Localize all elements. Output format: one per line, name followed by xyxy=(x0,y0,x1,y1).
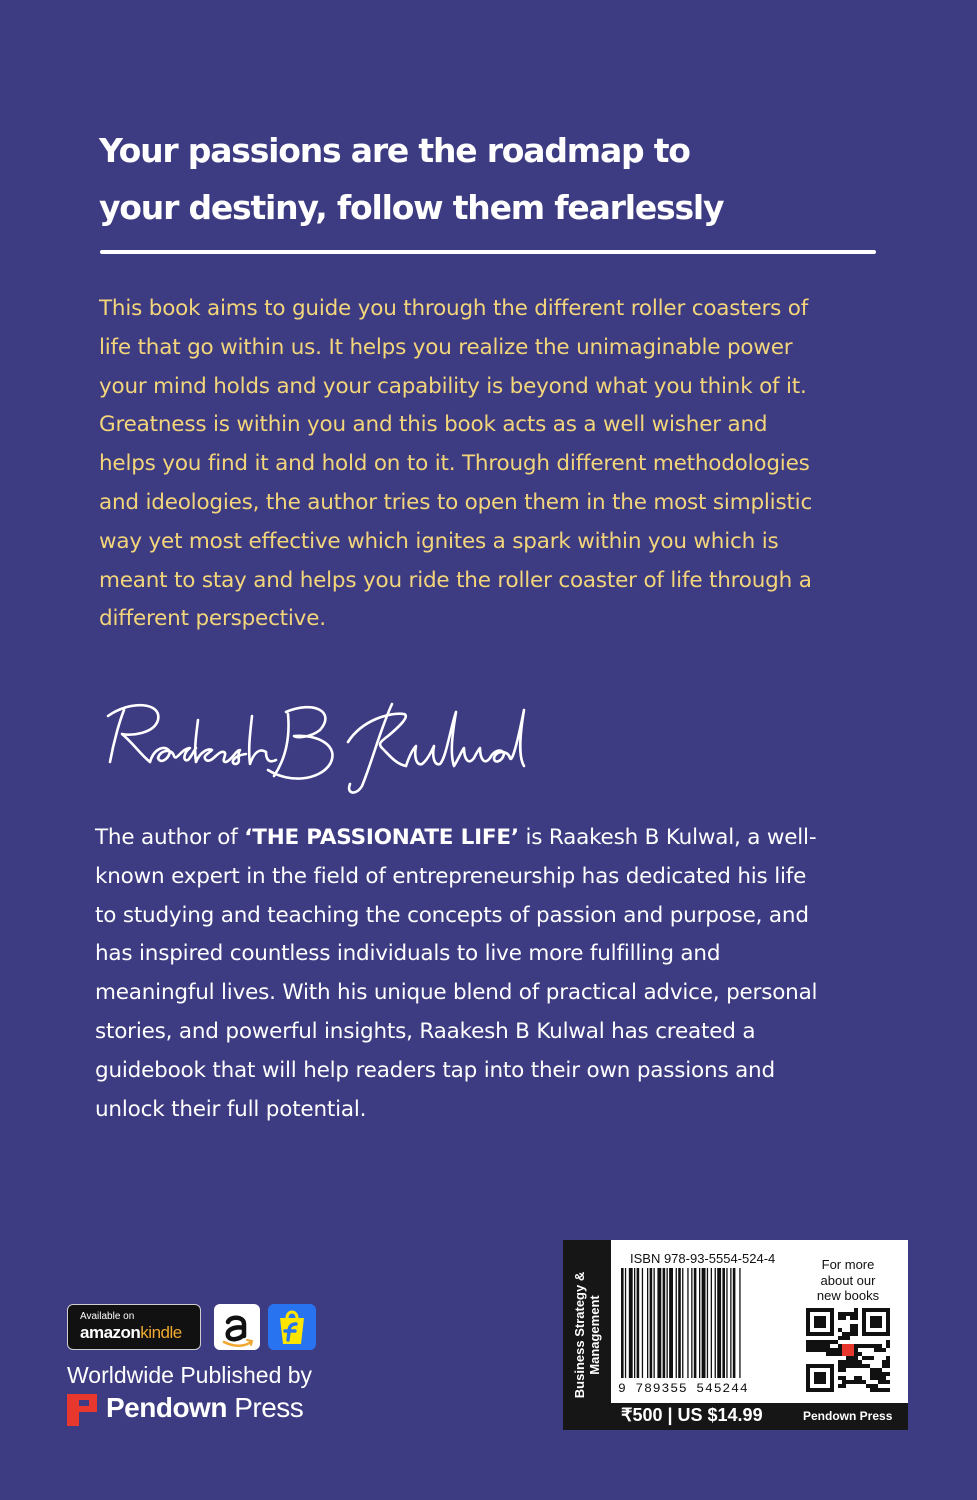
isbn-barcode xyxy=(619,1268,787,1378)
blurb-line: way yet most effective which ignites a spark within you which is xyxy=(99,528,779,554)
kindle-badge-caption: Available on xyxy=(80,1311,135,1322)
bio-line: known expert in the field of entrepreneurship has dedicated his life xyxy=(95,863,807,889)
price-publisher: Pendown Press xyxy=(803,1409,893,1423)
amazon-kindle-badge[interactable] xyxy=(67,1304,201,1350)
bio-line: meaningful lives. With his unique blend of practical advice, personal xyxy=(95,980,818,1006)
category-line-1: Business Strategy & xyxy=(572,1271,587,1399)
publisher-name: Pendown Press xyxy=(106,1392,304,1423)
bio-line: to studying and teaching the concepts of passion and purpose, and xyxy=(95,902,809,928)
qr-caption: For more about our new books xyxy=(816,1257,880,1303)
book-blurb xyxy=(99,290,889,639)
blurb-line: life that go within us. It helps you realize the unimaginable power xyxy=(99,334,793,360)
author-bio xyxy=(95,819,895,1129)
tagline-line-2: your destiny, follow them fearlessly xyxy=(99,188,724,227)
blurb-line: meant to stay and helps you ride the roller coaster of life through a xyxy=(99,567,812,593)
bio-line: has inspired countless individuals to live more fulfilling and xyxy=(95,941,721,967)
bio-line: unlock their full potential. xyxy=(95,1096,367,1122)
book-title: ‘THE PASSIONATE LIFE’ xyxy=(244,825,519,850)
author-signature xyxy=(100,690,540,800)
category-label xyxy=(563,1240,611,1430)
blurb-line: different perspective. xyxy=(99,606,326,632)
qr-code[interactable] xyxy=(806,1308,890,1392)
price-label: ₹500 | US $14.99 xyxy=(621,1405,763,1425)
tagline-heading xyxy=(99,122,899,236)
bio-line: guidebook that will help readers tap into their own passions and xyxy=(95,1057,775,1083)
category-line-2: Management xyxy=(587,1295,602,1375)
blurb-line: This book aims to guide you through the different roller coasters of xyxy=(99,296,809,321)
blurb-line: helps you find it and hold on to it. Through different methodologies xyxy=(99,451,810,477)
pendown-press-logo-icon xyxy=(67,1394,97,1426)
amazon-a-logo-icon[interactable] xyxy=(214,1304,260,1350)
bio-line: stories, and powerful insights, Raakesh B Kulwal has created a xyxy=(95,1018,756,1044)
divider-rule xyxy=(100,250,876,254)
flipkart-logo-icon[interactable] xyxy=(268,1304,316,1350)
bio-line-rest: is Raakesh B Kulwal, a well- xyxy=(518,825,817,850)
blurb-line: your mind holds and your capability is beyond what you think of it. xyxy=(99,373,807,399)
bio-prefix: The author of xyxy=(95,825,245,850)
publisher-label: Worldwide Published by xyxy=(67,1362,313,1388)
tagline-line-1: Your passions are the roadmap to xyxy=(99,131,690,170)
isbn-label: ISBN 978-93-5554-524-4 xyxy=(630,1251,776,1266)
blurb-line: and ideologies, the author tries to open them in the most simplistic xyxy=(99,489,813,515)
kindle-badge-wordmark: amazonkindle xyxy=(80,1323,182,1342)
isbn-digits: 9 789355 545244 xyxy=(618,1381,749,1396)
blurb-line: Greatness is within you and this book acts as a well wisher and xyxy=(99,412,768,438)
